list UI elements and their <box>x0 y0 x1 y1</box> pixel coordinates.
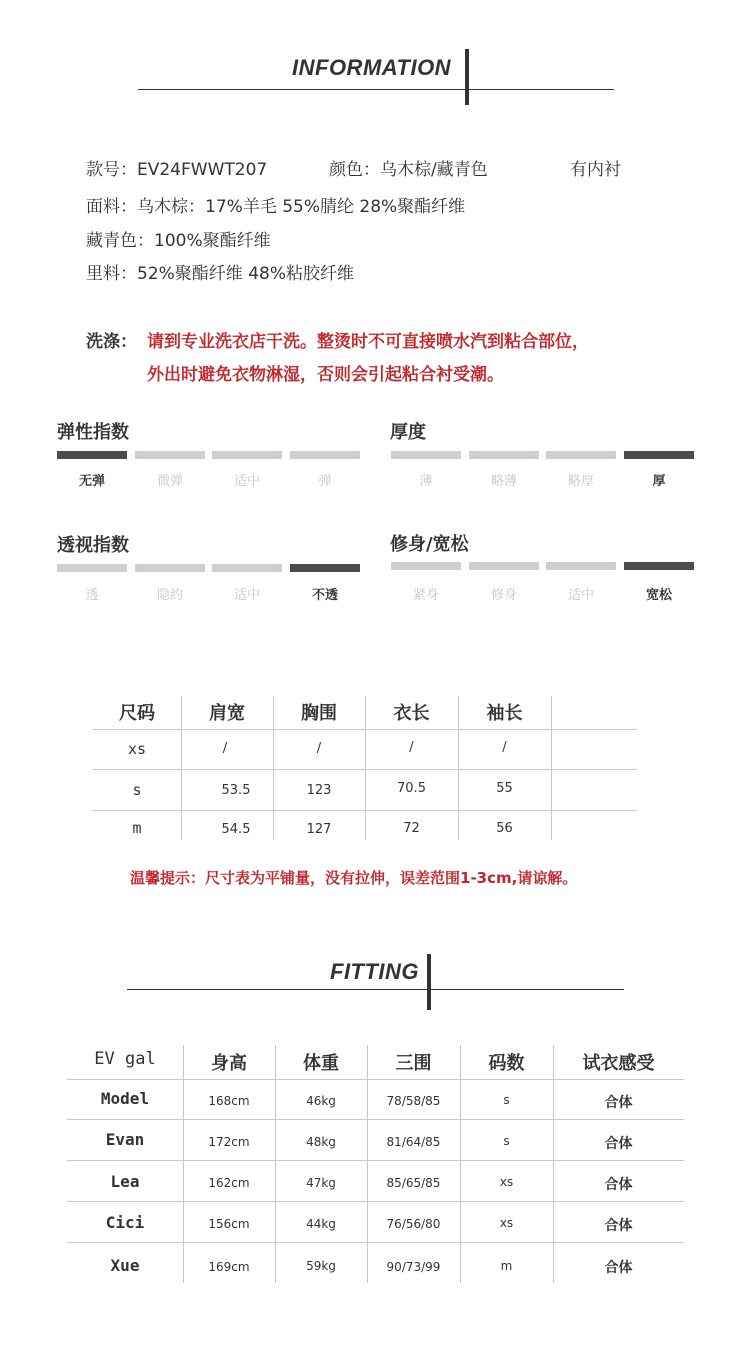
color-info: 颜色：乌木棕/藏青色 <box>329 160 488 180</box>
table-cell: 70.5 <box>397 781 426 796</box>
feel-cell: 合体 <box>604 1095 633 1111</box>
table-cell: 53.5 <box>221 783 251 798</box>
size-label: xs <box>127 740 147 758</box>
table-header: 胸围 <box>301 703 337 724</box>
scale-option: 紧身 <box>412 588 439 603</box>
scale-title: 厚度 <box>390 422 426 443</box>
information-header <box>0 0 750 110</box>
scale-option: 适中 <box>233 588 260 603</box>
table-cell: / <box>316 741 322 756</box>
fitting-header <box>0 940 750 1020</box>
height-cell: 168cm <box>208 1094 250 1108</box>
scale-option: 适中 <box>567 588 594 603</box>
scale-segment <box>57 451 127 459</box>
model-name: Cici <box>105 1213 145 1232</box>
measurements-cell: 90/73/99 <box>386 1260 441 1274</box>
weight-cell: 44kg <box>306 1217 336 1231</box>
fitting-rule <box>127 989 624 990</box>
scale-segment <box>290 564 360 572</box>
size-cell: s <box>503 1093 510 1107</box>
fitting-header-cell: 三围 <box>395 1053 432 1074</box>
size-cell: s <box>503 1134 510 1148</box>
size-label: s <box>132 781 142 799</box>
height-cell: 169cm <box>208 1260 250 1274</box>
lining-note: 有内衬 <box>570 160 621 180</box>
scale-segment <box>212 451 282 459</box>
scale-segment <box>624 562 694 570</box>
fitting-header-cell: 身高 <box>211 1053 247 1074</box>
scale-option: 略薄 <box>490 474 517 489</box>
size-cell: xs <box>499 1216 514 1230</box>
fitting-header-cell: EV gal <box>94 1049 156 1069</box>
table-cell: 56 <box>496 821 513 836</box>
lining-info: 里料：52%聚酯纤维 48%粘胶纤维 <box>86 264 354 284</box>
fitting-title: FITTING <box>330 959 420 984</box>
height-cell: 162cm <box>208 1176 250 1190</box>
scale-segment <box>546 451 616 459</box>
scale-segment <box>469 562 539 570</box>
scale-segment <box>469 451 539 459</box>
scale-option: 薄 <box>419 474 433 489</box>
table-header: 衣长 <box>393 703 430 724</box>
size-cell: xs <box>499 1175 514 1189</box>
height-cell: 172cm <box>208 1135 250 1149</box>
scale-title: 修身/宽松 <box>390 534 469 555</box>
model-name: Lea <box>110 1172 140 1191</box>
fabric-line-1: 面料：乌木棕：17%羊毛 55%腈纶 28%聚酯纤维 <box>86 197 466 217</box>
scale-option: 无弹 <box>78 474 105 489</box>
height-cell: 156cm <box>208 1217 250 1231</box>
scale-title: 弹性指数 <box>57 422 129 443</box>
scale-segment <box>391 562 461 570</box>
model-name: Xue <box>110 1256 140 1275</box>
feel-cell: 合体 <box>604 1260 633 1276</box>
scale-segment <box>135 451 205 459</box>
weight-cell: 47kg <box>306 1176 336 1190</box>
measurements-cell: 85/65/85 <box>386 1176 441 1190</box>
size-label: m <box>132 819 142 837</box>
fitting-header-cell: 体重 <box>303 1053 339 1074</box>
model-name: Evan <box>105 1130 145 1149</box>
scale-segment <box>212 564 282 572</box>
table-header: 尺码 <box>119 703 155 724</box>
measurements-cell: 78/58/85 <box>386 1094 441 1108</box>
table-cell: / <box>502 740 507 755</box>
information-accent-bar <box>465 49 469 105</box>
model-name: Model <box>100 1089 150 1108</box>
feel-cell: 合体 <box>604 1218 633 1234</box>
scale-option: 不透 <box>311 588 338 603</box>
fitting-accent-bar <box>427 954 431 1010</box>
scale-option: 弹 <box>318 474 332 489</box>
wash-label: 洗涤： <box>86 332 137 352</box>
scale-title: 透视指数 <box>57 535 129 556</box>
fitting-header-cell: 码数 <box>488 1053 525 1074</box>
scale-option: 隐约 <box>156 588 183 603</box>
table-cell: 127 <box>306 822 332 837</box>
table-cell: / <box>222 741 228 756</box>
table-header: 袖长 <box>486 703 523 724</box>
scale-segment <box>57 564 127 572</box>
measurements-cell: 76/56/80 <box>386 1217 441 1231</box>
table-cell: 72 <box>403 821 420 836</box>
scale-segment <box>546 562 616 570</box>
size-cell: m <box>500 1259 513 1273</box>
fitting-header-cell: 试衣感受 <box>582 1053 655 1074</box>
information-title: INFORMATION <box>292 55 452 80</box>
table-header: 肩宽 <box>209 703 245 724</box>
scale-option: 适中 <box>233 474 260 489</box>
table-cell: 123 <box>306 783 332 798</box>
scale-option: 厚 <box>652 474 666 489</box>
wash-line-1: 请到专业洗衣店干洗。整烫时不可直接喷水汽到粘合部位， <box>147 332 589 352</box>
weight-cell: 48kg <box>306 1135 336 1149</box>
scale-segment <box>391 451 461 459</box>
wash-line-2: 外出时避免衣物淋湿，否则会引起粘合衬受潮。 <box>147 365 504 385</box>
style-number: 款号：EV24FWWT207 <box>86 160 268 180</box>
table-cell: 55 <box>496 781 513 796</box>
information-rule <box>138 89 614 90</box>
scale-segment <box>135 564 205 572</box>
feel-cell: 合体 <box>604 1177 633 1193</box>
feel-cell: 合体 <box>604 1136 633 1152</box>
scale-segment <box>290 451 360 459</box>
table-cell: 54.5 <box>221 822 251 837</box>
measurements-cell: 81/64/85 <box>386 1135 441 1149</box>
table-cell: / <box>409 740 414 755</box>
scale-option: 略厚 <box>567 474 594 489</box>
scale-option: 微弹 <box>156 474 183 489</box>
scale-option: 透 <box>85 588 99 603</box>
scale-segment <box>624 451 694 459</box>
size-tip: 温馨提示：尺寸表为平铺量，没有拉伸，误差范围1-3cm,请谅解。 <box>130 869 578 887</box>
scale-option: 修身 <box>490 588 517 603</box>
weight-cell: 46kg <box>306 1094 336 1108</box>
scale-option: 宽松 <box>645 588 672 603</box>
weight-cell: 59kg <box>306 1259 336 1273</box>
fabric-line-2: 藏青色：100%聚酯纤维 <box>86 231 271 251</box>
